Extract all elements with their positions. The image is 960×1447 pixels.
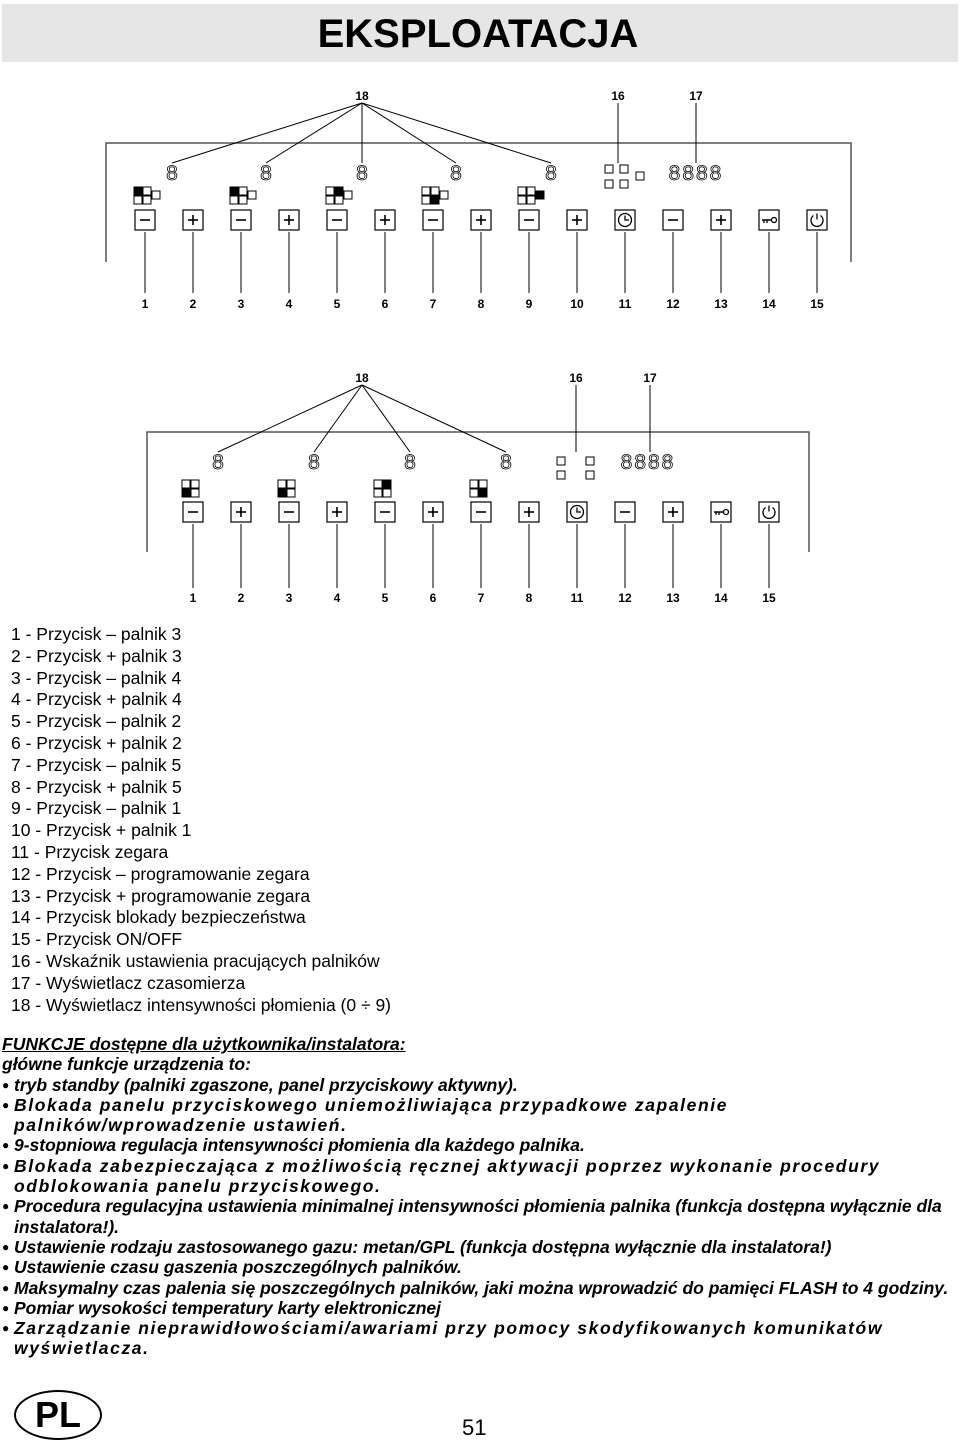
button-number: 15	[810, 297, 824, 311]
function-item: ● Pomiar wysokości temperatury karty elektronicznej	[2, 1298, 960, 1318]
minus-burner-4-button[interactable]	[279, 502, 299, 522]
function-item: ● Blokada zabezpieczająca z możliwością ręcznej aktywacji poprzez wykonanie procedury odblokowania panelu przyciskowego.	[2, 1156, 960, 1197]
minus-burner-2-button[interactable]	[327, 210, 347, 230]
button-number: 7	[429, 297, 437, 311]
button-number: 14	[714, 591, 728, 605]
function-item: ● Maksymalny czas palenia się poszczególnych palników, jaki można wprowadzić do pamięci FLASH to 4 godziny.	[2, 1278, 960, 1298]
functions-section	[2, 1034, 960, 1359]
burner-indicator-squares	[605, 165, 644, 188]
on-off-button[interactable]	[759, 502, 779, 522]
safety-lock-button[interactable]	[759, 210, 779, 230]
legend-item: 7 - Przycisk – palnik 5	[11, 754, 182, 775]
minus-burner-5-button[interactable]	[471, 502, 491, 522]
button-number: 4	[285, 297, 293, 311]
burner-indicator-squares	[557, 457, 594, 479]
legend-item: 8 - Przycisk + palnik 5	[11, 776, 182, 797]
callout-17: 17	[689, 89, 703, 103]
button-number: 9	[525, 297, 533, 311]
plus-burner-4-button[interactable]	[327, 502, 347, 522]
timer-display: 8888	[668, 162, 724, 185]
function-item: ● Procedura regulacyjna ustawienia minimalnej intensywności płomienia palnika (funkcja dostępna wyłącznie dla instalatora!).	[2, 1196, 960, 1237]
safety-lock-button[interactable]	[711, 502, 731, 522]
button-number: 3	[237, 297, 245, 311]
legend-item: 12 - Przycisk – programowanie zegara	[11, 863, 310, 884]
plus-timer-button[interactable]	[711, 210, 731, 230]
button-number: 13	[714, 297, 728, 311]
plus-timer-button[interactable]	[663, 502, 683, 522]
legend-item: 1 - Przycisk – palnik 3	[11, 624, 182, 644]
burner-display-4: 8	[260, 162, 272, 185]
burner-display-2: 8	[404, 451, 416, 474]
burner-position-icon	[470, 480, 487, 497]
burner-position-icon	[422, 187, 448, 204]
legend-item: 10 - Przycisk + palnik 1	[11, 820, 192, 841]
legend-item: 13 - Przycisk + programowanie zegara	[11, 885, 311, 906]
plus-burner-2-button[interactable]	[423, 502, 443, 522]
legend-item: 18 - Wyświetlacz intensywności płomienia (0 ÷ 9)	[11, 994, 392, 1015]
legend-item: 9 - Przycisk – palnik 1	[11, 798, 182, 819]
functions-subtitle: główne funkcje urządzenia to:	[2, 1054, 251, 1075]
burner-position-icon	[326, 187, 352, 204]
button-number: 13	[666, 591, 680, 605]
button-legend	[11, 624, 391, 1016]
control-panel-diagram-4-burner	[0, 365, 960, 615]
plus-burner-5-button[interactable]	[519, 502, 539, 522]
burner-display-4: 8	[308, 451, 320, 474]
button-number: 5	[333, 297, 341, 311]
burner-display-1: 8	[545, 162, 557, 185]
button-number: 15	[762, 591, 776, 605]
button-number: 12	[618, 591, 632, 605]
page-title: EKSPLOATACJA	[317, 12, 639, 56]
callout-17: 17	[643, 371, 657, 385]
timer-display: 8888	[620, 451, 676, 474]
button-number: 14	[762, 297, 776, 311]
plus-burner-1-button[interactable]	[567, 210, 587, 230]
burner-display-5: 8	[500, 451, 512, 474]
button-number: 1	[141, 297, 149, 311]
burner-position-icon	[182, 480, 199, 497]
legend-item: 11 - Przycisk zegara	[11, 841, 169, 862]
plus-burner-3-button[interactable]	[183, 210, 203, 230]
on-off-button[interactable]	[807, 210, 827, 230]
burner-position-icon	[374, 480, 391, 497]
burner-display-3: 8	[166, 162, 178, 185]
button-number: 11	[570, 591, 584, 605]
plus-burner-4-button[interactable]	[279, 210, 299, 230]
legend-item: 4 - Przycisk + palnik 4	[11, 689, 182, 710]
legend-item: 15 - Przycisk ON/OFF	[11, 929, 183, 950]
function-item: ● tryb standby (palniki zgaszone, panel przyciskowy aktywny).	[2, 1075, 960, 1095]
plus-burner-2-button[interactable]	[375, 210, 395, 230]
button-number: 1	[189, 591, 197, 605]
page-number: 51	[462, 1415, 487, 1440]
plus-burner-5-button[interactable]	[471, 210, 491, 230]
legend-item: 5 - Przycisk – palnik 2	[11, 711, 182, 732]
function-item: ● Ustawienie rodzaju zastosowanego gazu: metan/GPL (funkcja dostępna wyłącznie dla instalatora!)	[2, 1237, 960, 1257]
legend-item: 16 - Wskaźnik ustawienia pracujących palników	[11, 950, 380, 971]
button-number: 7	[477, 591, 485, 605]
minus-burner-5-button[interactable]	[423, 210, 443, 230]
legend-item: 6 - Przycisk + palnik 2	[11, 732, 182, 753]
legend-item: 17 - Wyświetlacz czasomierza	[11, 972, 246, 993]
button-number: 2	[189, 297, 197, 311]
button-number: 3	[285, 591, 293, 605]
callout-18: 18	[355, 89, 369, 103]
legend-item: 3 - Przycisk – palnik 4	[11, 667, 182, 688]
legend-item: 14 - Przycisk blokady bezpieczeństwa	[11, 907, 306, 928]
functions-title: FUNKCJE dostępne dla użytkownika/instalatora:	[2, 1034, 406, 1054]
button-number: 8	[477, 297, 485, 311]
button-number: 12	[666, 297, 680, 311]
button-number: 6	[381, 297, 389, 311]
minus-burner-3-button[interactable]	[135, 210, 155, 230]
minus-timer-button[interactable]	[615, 502, 635, 522]
plus-burner-3-button[interactable]	[231, 502, 251, 522]
callout-18: 18	[355, 371, 369, 385]
functions-list	[2, 1075, 960, 1359]
callout-16: 16	[569, 371, 583, 385]
burner-position-icon	[134, 187, 160, 204]
function-item: ● Ustawienie czasu gaszenia poszczególnych palników.	[2, 1257, 960, 1277]
button-number: 4	[333, 591, 341, 605]
burner-position-icon	[518, 187, 544, 204]
minus-burner-1-button[interactable]	[519, 210, 539, 230]
language-badge: PL	[14, 1390, 102, 1440]
minus-timer-button[interactable]	[663, 210, 683, 230]
function-item: ● Zarządzanie nieprawidłowościami/awariami przy pomocy skodyfikowanych komunikatów wyświetlacza.	[2, 1318, 960, 1359]
clock-button[interactable]	[567, 502, 587, 522]
clock-button[interactable]	[615, 210, 635, 230]
legend-item: 2 - Przycisk + palnik 3	[11, 645, 182, 666]
minus-burner-2-button[interactable]	[375, 502, 395, 522]
callout-16: 16	[611, 89, 625, 103]
button-number: 2	[237, 591, 245, 605]
burner-display-5: 8	[450, 162, 462, 185]
burner-position-icon	[278, 480, 295, 497]
function-item: ● 9-stopniowa regulacja intensywności płomienia dla każdego palnika.	[2, 1135, 960, 1155]
minus-burner-3-button[interactable]	[183, 502, 203, 522]
button-number: 6	[429, 591, 437, 605]
control-panel-diagram-5-burner	[0, 0, 960, 320]
button-number: 11	[618, 297, 632, 311]
burner-display-2: 8	[356, 162, 368, 185]
button-number: 10	[570, 297, 584, 311]
button-number: 8	[525, 591, 533, 605]
minus-burner-4-button[interactable]	[231, 210, 251, 230]
button-number: 5	[381, 591, 389, 605]
function-item: ● Blokada panelu przyciskowego uniemożliwiająca przypadkowe zapalenie palników/wprowadzenie ustawień.	[2, 1095, 960, 1136]
burner-display-3: 8	[212, 451, 224, 474]
burner-position-icon	[230, 187, 256, 204]
